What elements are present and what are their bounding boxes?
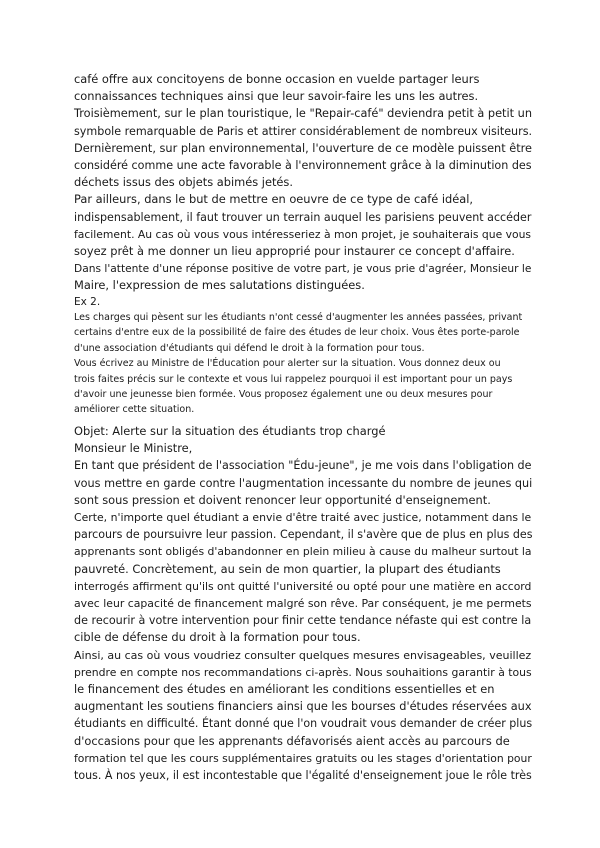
paragraph-line: facilement. Au cas où vous vous intéresseriez à mon projet, je souhaiterais que vous (74, 227, 532, 241)
paragraph-line: d'occasions pour que les apprenants défavorisés aient accès au parcours de (74, 733, 510, 748)
paragraph-line: En tant que président de l'association "Édu-jeune", je me vois dans l'obligation de (74, 459, 532, 473)
letter-body-section (74, 423, 534, 784)
paragraph-line: Dernièrement, sur plan environnemental, l'ouverture de ce modèle puissent être (74, 140, 533, 155)
exercise-prompt-line: Vous écrivez au Ministre de l'Éducation pour alerter sur la situation. Vous donnez deux ou (74, 358, 501, 370)
paragraph-line: vous mettre en garde contre l'augmentation incessante du nombre de jeunes qui (74, 476, 533, 490)
paragraph-line: apprenants sont obligés d'abandonner en plein milieu à cause du malheur surtout la (74, 545, 532, 559)
letter-subject: Objet: Alerte sur la situation des étudiants trop chargé (74, 424, 386, 438)
paragraph-line: Ainsi, au cas où vous voudriez consulter quelques mesures envisageables, veuillez (74, 648, 532, 662)
paragraph-line: café offre aux concitoyens de bonne occasion en vuelde partager leurs (74, 72, 480, 86)
paragraph-line: déchets issus des objets abimés jetés. (74, 175, 293, 190)
paragraph-line: Troisièmement, sur le plan touristique, le "Repair-café" deviendra petit à petit un (74, 106, 532, 121)
paragraph-line: considéré comme une acte favorable à l'environnement grâce à la diminution des (74, 159, 532, 173)
paragraph-line: augmentant les soutiens financiers ainsi que les bourses d'études réservées aux (74, 699, 532, 714)
exercise-heading: Ex 2. (74, 296, 101, 308)
paragraph-line: indispensablement, il faut trouver un terrain auquel les parisiens peuvent accéder (74, 210, 532, 224)
paragraph-line: Par ailleurs, dans le but de mettre en oeuvre de ce type de café idéal, (74, 192, 474, 207)
letter-salutation: Monsieur le Ministre, (74, 441, 193, 456)
exercise-prompt-line: trois faites précis sur le contexte et vous lui rappelez pourquoi il est important pour un pays (74, 373, 513, 385)
paragraph-line: formation tel que les cours supplémentaires gratuits ou les stages d'orientation pour (74, 751, 532, 765)
paragraph-line: cible de défense du droit à la formation pour tous. (74, 630, 361, 645)
paragraph-line: de recourir à votre intervention pour finir cette tendance néfaste qui est contre la (74, 614, 532, 628)
paragraph-line: tous. À nos yeux, il est incontestable que l'égalité d'enseignement joue le rôle très (74, 769, 532, 783)
paragraph-line: Maire, l'expression de mes salutations distinguées. (74, 278, 365, 293)
exercise-prompt-line: d'une association d'étudiants qui défend le droit à la formation pour tous. (74, 342, 425, 354)
paragraph-line: symbole remarquable de Paris et attirer considérablement de nombreux visiteurs. (74, 124, 533, 138)
exercise-prompt-line: Les charges qui pèsent sur les étudiants n'ont cessé d'augmenter les années passées, privant (74, 312, 523, 323)
paragraph-line: connaissances techniques ainsi que leur savoir-faire les uns les autres. (74, 89, 479, 104)
exercise-section (74, 294, 534, 418)
paragraph-line: prendre en compte nos recommandations ci-après. Nous souhaitions garantir à tous (74, 665, 532, 679)
paragraph-line: parcours de poursuivre leur passion. Cependant, il s'avère que de plus en plus des (74, 528, 533, 542)
paragraph-line: soyez prêt à me donner un lieu approprié pour instaurer ce concept d'affaire. (74, 244, 515, 259)
exercise-prompt-line: certains d'entre eux de la possibilité de faire des études de leur choix. Vous êtes porte-parole (74, 327, 520, 339)
paragraph-line: étudiants en difficulté. Étant donné que l'on voudrait vous demander de créer plus (74, 717, 533, 731)
paragraph-line: sont sous pression et doivent renoncer leur opportunité d'enseignement. (74, 492, 491, 507)
letter-conclusion-section (74, 71, 534, 295)
paragraph-line: Certe, n'importe quel étudiant a envie d'être traité avec justice, notamment dans le (74, 511, 532, 525)
exercise-prompt-line: améliorer cette situation. (74, 404, 195, 416)
paragraph-line: le financement des études en améliorant les conditions essentielles et en (74, 682, 495, 697)
paragraph-line: pauvreté. Concrètement, au sein de mon quartier, la plupart des étudiants (74, 561, 501, 576)
paragraph-line: Dans l'attente d'une réponse positive de votre part, je vous prie d'agréer, Monsieur le (74, 262, 532, 276)
paragraph-line: avec leur capacité de financement malgré son rêve. Par conséquent, je me permets (74, 597, 532, 611)
paragraph-line: interrogés affirment qu'ils ont quitté l'université ou opté pour une matière en accord (74, 579, 532, 593)
exercise-prompt-line: d'avoir une jeunesse bien formée. Vous proposez également une ou deux mesures pour (74, 389, 493, 401)
